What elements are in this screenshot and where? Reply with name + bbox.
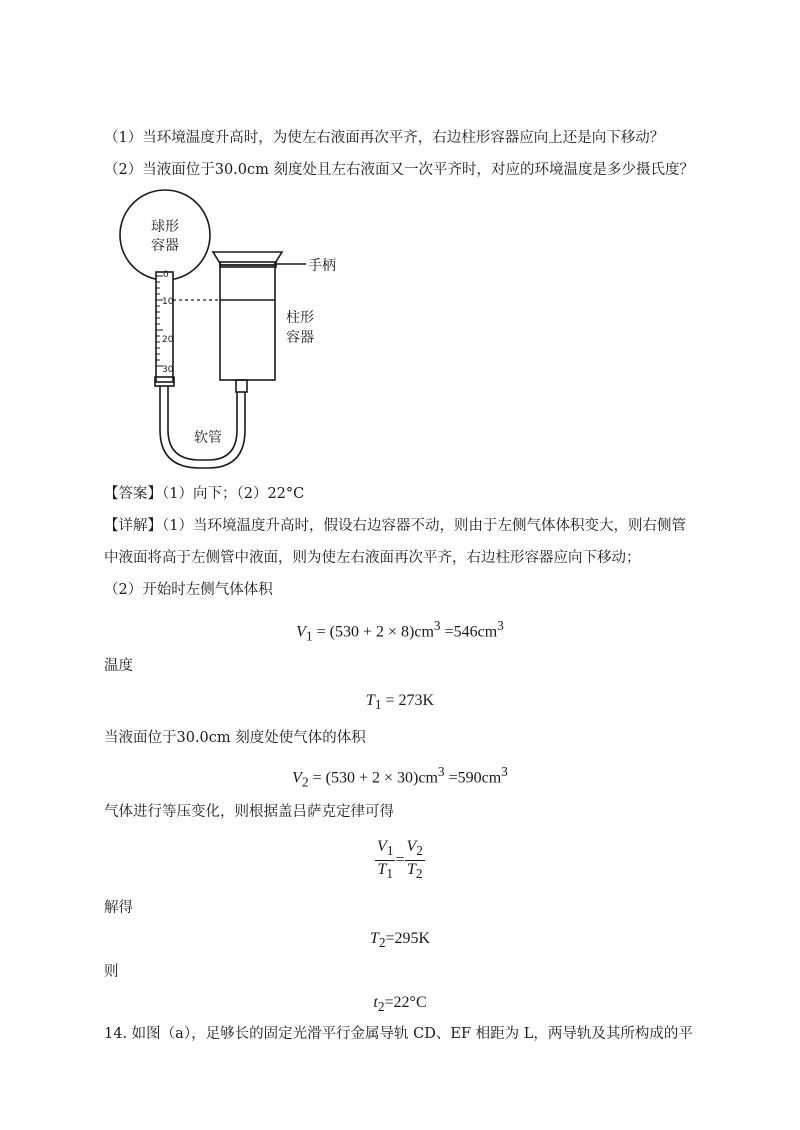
tube-label: 软管 — [194, 430, 222, 446]
solve-label: 解得 — [104, 900, 133, 916]
ratio-t2: T — [406, 861, 416, 879]
explanation-p1-line1: （1）当环境温度升高时，假设右边容器不动，则由于左侧气体体积变大，则右侧管 — [162, 518, 686, 534]
equation-t2-celsius — [0, 994, 800, 1015]
eq-t1-sub: 1 — [374, 697, 382, 713]
eq-v1-symbol: V — [296, 623, 306, 641]
eq-t2-rhs: =295K — [385, 930, 431, 947]
explanation-p2-intro: （2）开始时左侧气体体积 — [104, 582, 273, 598]
scale-mark-30: 30 — [162, 365, 174, 375]
eq-v1-expr: = (530 + 2 × 8)cm — [312, 623, 434, 641]
equation-ratio — [0, 838, 800, 883]
ratio-t2-sub: 2 — [415, 866, 423, 882]
scale-mark-0: 0 — [163, 270, 169, 280]
eq-t1-rhs: = 273K — [381, 692, 435, 709]
scale-mark-10: 10 — [162, 297, 174, 307]
ratio-v2: V — [406, 838, 417, 855]
sphere-label-2: 容器 — [151, 238, 179, 254]
ratio-v1: V — [377, 838, 387, 855]
eq-t2c-symbol: t — [373, 994, 378, 1011]
next-question: 14. 如图（a），足够长的固定光滑平行金属导轨 CD、EF 相距为 L，两导轨及其所构成的平 — [104, 1026, 693, 1042]
explanation-line-1 — [104, 516, 686, 536]
law-label: 气体进行等压变化，则根据盖吕萨克定律可得 — [104, 804, 394, 820]
eq-t1-symbol: T — [365, 692, 375, 709]
eq-v1-sup2: 3 — [497, 618, 504, 633]
equation-t2 — [0, 930, 800, 951]
handle-label: 手柄 — [308, 258, 336, 274]
scale-mark-20: 20 — [162, 335, 174, 345]
ratio-equals: = — [395, 851, 405, 869]
equation-t1 — [0, 692, 800, 713]
ratio-v2-sub: 2 — [416, 843, 423, 859]
then-label: 则 — [104, 964, 119, 980]
eq-v2-expr: = (530 + 2 × 30)cm — [308, 769, 438, 787]
question-2: （2）当液面位于30.0cm 刻度处且左右液面又一次平齐时，对应的环境温度是多少摄氏度？ — [104, 162, 694, 178]
fraction-v2-t2 — [405, 838, 425, 883]
sphere-label-1: 球形 — [151, 219, 179, 235]
ratio-v1-sub: 1 — [386, 843, 394, 859]
eq-v1-sup: 3 — [433, 618, 441, 633]
eq-v1-sub: 1 — [305, 628, 313, 644]
cylinder-label-1: 柱形 — [286, 310, 314, 326]
explanation-p1-line2: 中液面将高于左侧管中液面，则为使左右液面再次平齐，右边柱形容器应向下移动； — [104, 550, 641, 566]
eq-t2-symbol: T — [369, 930, 379, 947]
answer-text: （1）向下；（2）22°C — [162, 486, 305, 502]
eq-v1-result: =546cm — [440, 623, 498, 641]
eq-v2-sup2: 3 — [501, 764, 508, 779]
apparatus-figure — [0, 0, 800, 480]
temp-label: 温度 — [104, 658, 133, 674]
eq-t2-sub: 2 — [378, 935, 386, 951]
equation-v1 — [0, 618, 800, 645]
answer-line — [104, 484, 304, 504]
fraction-v1-t1 — [375, 838, 395, 883]
ratio-t1-sub: 1 — [386, 866, 394, 882]
answer-label: 【答案】 — [104, 486, 162, 502]
eq-t2c-rhs: =22°C — [384, 994, 427, 1011]
ratio-t1: T — [377, 861, 387, 879]
at-30-label: 当液面位于30.0cm 刻度处使气体的体积 — [104, 730, 366, 746]
eq-t2c-sub: 2 — [377, 999, 385, 1015]
eq-v2-symbol: V — [292, 769, 302, 787]
question-1: （1）当环境温度升高时，为使左右液面再次平齐，右边柱形容器应向上还是向下移动？ — [104, 130, 665, 146]
eq-v2-sub: 2 — [301, 774, 309, 790]
cylinder-label-2: 容器 — [286, 330, 314, 346]
eq-v2-result: =590cm — [444, 769, 502, 787]
equation-v2 — [0, 764, 800, 791]
eq-v2-sup: 3 — [437, 764, 445, 779]
explanation-label: 【详解】 — [104, 518, 162, 534]
